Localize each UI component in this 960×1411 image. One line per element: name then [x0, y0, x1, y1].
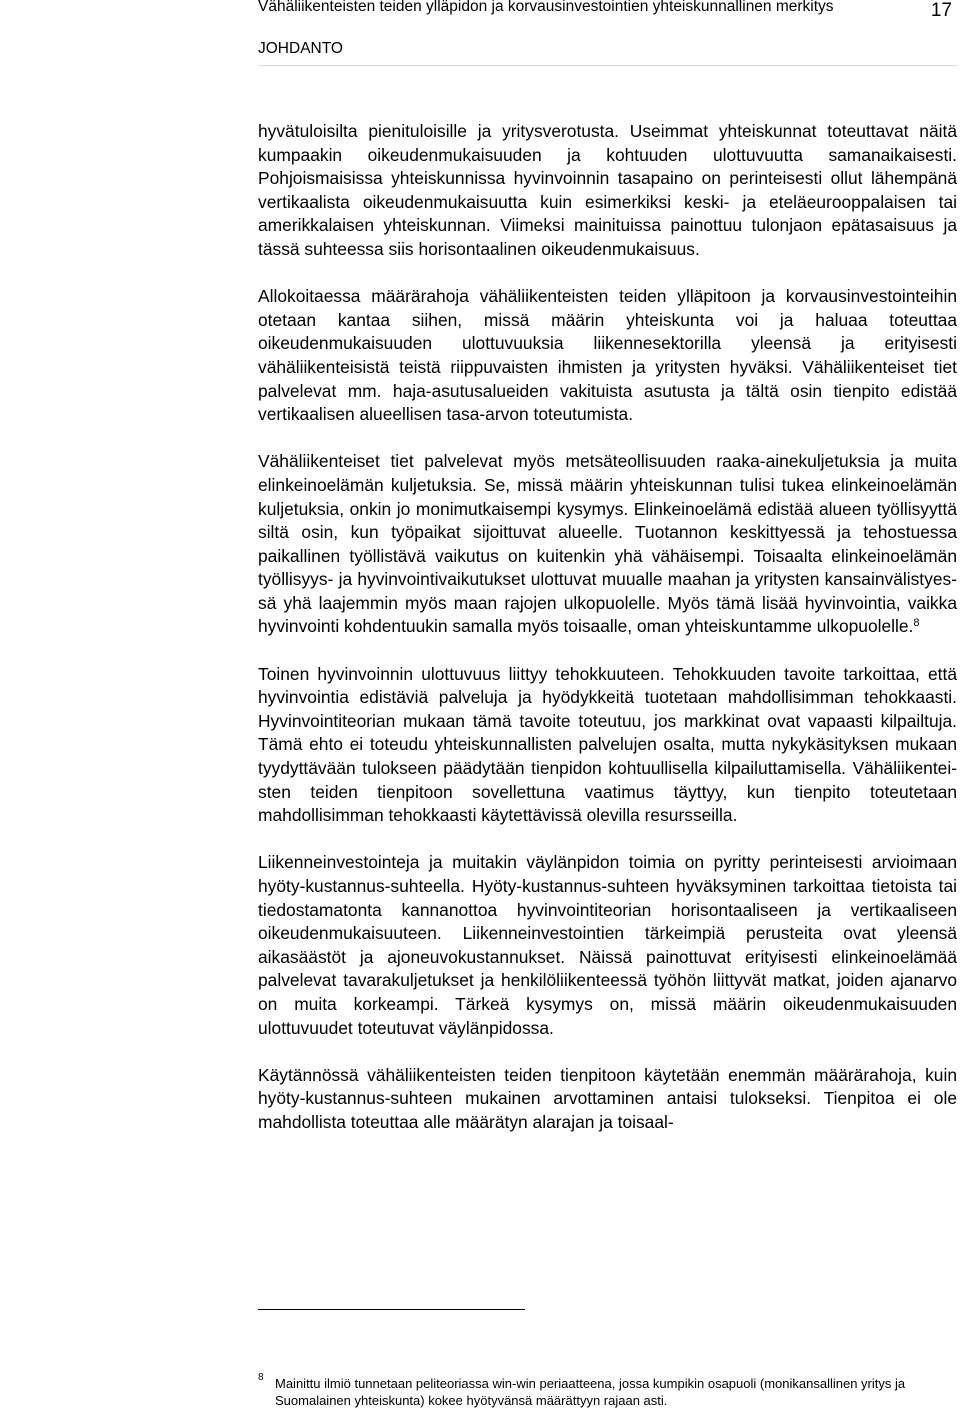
footnote-separator: [258, 1309, 525, 1310]
paragraph-text: Allokoitaessa määrärahoja vähäliikenteisten teiden ylläpitoon ja korvausinvestointeihin otetaan kantaa siihen, missä määrin yhteiskunta voi ja haluaa toteuttaa oikeudenmukaisuuden ulottuvuuksia liikennesektorilla yleensä ja erityisesti vähäliikenteisistä teistä riippuvaisten ihmisten ja yritysten hyväksi. Vähäliikenteiset tiet palvelevat mm. haja-asutusalueiden vakituista asutusta ja tältä osin tienpito edistää vertikaalisen alueellisen tasa-arvon toteutumista.: [258, 286, 957, 425]
paragraph-cost-benefit: [258, 851, 957, 1040]
paragraph-text: Liikenneinvestointeja ja muitakin väylänpidon toimia on pyritty perinteisesti arvioimaan hyöty-kustannus-suhteella. Hyöty-kustannus-suhteen hyväksyminen tarkoittaa tietoista tai tiedostamatonta kannanottoa hyvinvointiteorian horisontaaliseen ja vertikaaliseen oikeudenmukaisuuteen. Liikenneinvestointien tärkeimpiä perusteita ovat yleensä aikasäästöt ja ajoneuvokustannukset. Näissä painottuvat erityisesti elinkeinoelämää palvelevat tavarakuljetukset ja henkilöliikenteessä työhön liittyvät matkat, joiden ajanarvo on muita korkeampi. Tärkeä kysymys on, missä määrin oikeudenmukaisuuden ulottuvuudet toteutuvat väylänpidossa.: [258, 852, 957, 1038]
paragraph-equity: [258, 120, 957, 262]
running-header-title: Vähäliikenteisten teiden ylläpidon ja korvausinvestointien yhteiskunnallinen merkitys: [258, 0, 834, 15]
page-header: [258, 0, 958, 66]
paragraph-text: Käytännössä vähäliikenteisten teiden tienpitoon käytetään enemmän määrärahoja, kuin hyöty-kustannus-suhteen mukainen arvottaminen antaisi tulokseksi. Tienpitoa ei ole mahdollista toteuttaa alle määrätyn alarajan ja toisaal-: [258, 1064, 957, 1132]
paragraph-efficiency: [258, 663, 957, 828]
paragraph-text: Toinen hyvinvoinnin ulottuvuus liittyy tehokkuuteen. Tehokkuuden tavoite tarkoittaa, että hyvinvointia edistäviä palveluja ja hyödykkeitä tuotetaan mahdollisimman tehokkaasti. Hyvinvointiteorian mukaan tämä tavoite toteutuu, jos markkinat ovat vapaasti kilpailtuja. Tämä ehto ei toteudu yhteiskunnallisten palvelujen osalta, mutta nykykäsityksen mukaan tyydyttävään tulokseen päädytään tienpidon kohtuullisella kilpailuttamisella. Vähäliikenteisten teiden tienpitoon sovellettuna vaatimus täyttyy, kun tienpito toteutetaan mahdollisimman tehokkaasti käytettävissä olevilla resursseilla.: [258, 663, 957, 826]
body-text: [258, 120, 957, 1135]
paragraph-text: hyvätuloisilta pienituloisille ja yritysverotusta. Useimmat yhteiskunnat toteuttavat näitä kumpaakin oikeudenmukaisuuden ja kohtuuden ulottuvuutta samanaikaisesti. Pohjoismaisissa yhteiskunnissa hyvinvoinnin tasapaino on perinteisesti ollut lähempänä vertikaalista oikeudenmukaisuutta kuin esimerkiksi keski- ja eteläeurooppalaisen tai amerikkalaisen yhteiskunnan. Viimeksi mainituissa painottuu tulonjaon epätasaisuus ja tässä suhteessa siis horisontaalinen oikeudenmukaisuus.: [258, 121, 957, 259]
paragraph-practice: [258, 1064, 957, 1135]
page-number: 17: [930, 0, 952, 21]
paragraph-industry-transport: [258, 450, 957, 639]
footnote-marker: 8: [258, 1372, 264, 1383]
footnote-text: Mainittu ilmiö tunnetaan peliteoriassa win-win periaatteena, jossa kumpikin osapuoli (monikansallinen yritys ja Suomalainen yhteiskunta) kokee hyötyvänsä määrättyyn rajaan asti.: [275, 1376, 906, 1408]
paragraph-text: Vähäliikenteiset tiet palvelevat myös metsäteollisuuden raaka-ainekuljetuksia ja muita elinkeinoelämän kuljetuksia. Se, missä määrin yhteiskunnan tulisi tukea elinkeinoelämän kuljetuksia, onkin jo monimutkaisempi kysymys. Elinkeinoelämä edistää alueen työllisyyttä siltä osin, kun työpaikat sijoittuvat alueelle. Tuotannon keskittyessä ja tehostuessa paikallinen työllistävä vaikutus on kuitenkin yhä vähäisempi. Toisaalta elinkeinoelämän työllisyys- ja hyvinvointivaikutukset ulottuvat muualle maahan ja yritysten kansainvälistyessä yhä laajemmin myös maan rajojen ulkopuolelle. Myös tämä lisää hyvinvointia, vaikka hyvinvointi kohdentuukin samalla myös toisaalle, oman yhteiskuntamme ulkopuolelle.: [258, 451, 957, 637]
running-header-section: JOHDANTO: [258, 40, 343, 57]
footnote: [258, 1372, 958, 1409]
header-divider: [258, 65, 958, 66]
paragraph-allocation: [258, 285, 957, 427]
footnote-reference[interactable]: 8: [913, 617, 920, 630]
